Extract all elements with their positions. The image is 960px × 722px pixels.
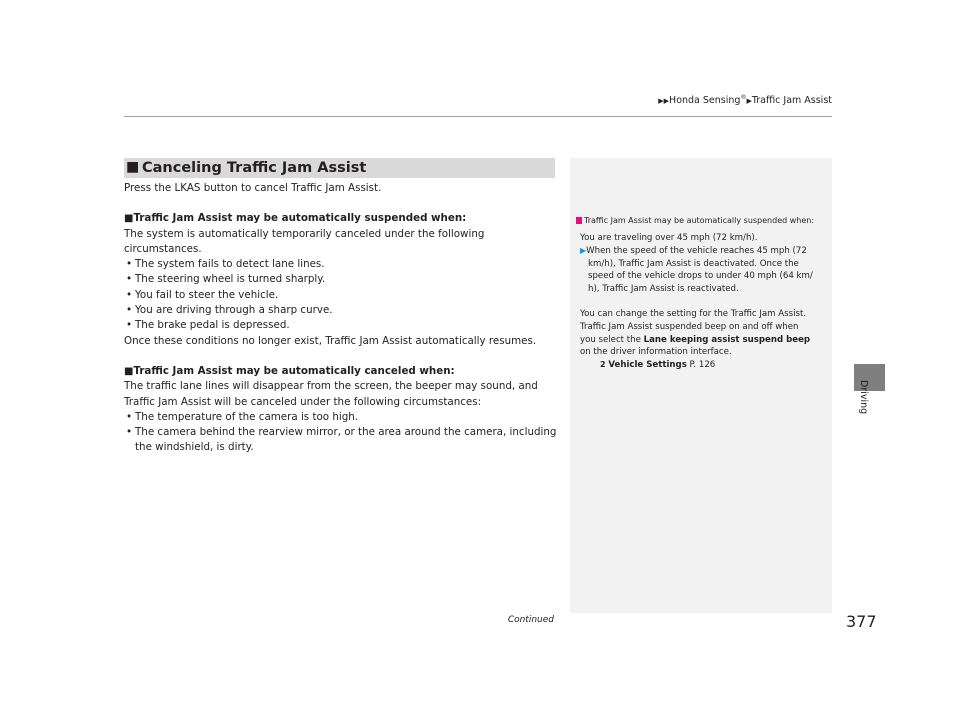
- chapter-label: Driving: [858, 380, 869, 415]
- header-rule: [124, 116, 832, 117]
- suspended-tail: Once these conditions no longer exist, Traffic Jam Assist automatically resumes.: [124, 334, 537, 347]
- reference-arrow-icon: 2: [600, 360, 606, 370]
- list-item: • The steering wheel is turned sharply.: [126, 273, 326, 286]
- list-item: • The system fails to detect lane lines.: [126, 258, 325, 271]
- breadcrumb-part-1: Honda Sensing: [669, 95, 741, 107]
- canceled-lead-2: Traffic Jam Assist will be canceled under the following circumstances:: [124, 395, 482, 408]
- square-bullet-icon: ■: [124, 365, 134, 377]
- intro-text: Press the LKAS button to cancel Traffic Jam Assist.: [124, 182, 382, 194]
- list-item: • The camera behind the rearview mirror, or the area around the camera, including the windshield, is dirty.: [126, 426, 557, 454]
- section-title: Canceling Traffic Jam Assist: [142, 160, 367, 176]
- note-body: [580, 232, 830, 372]
- registered-mark: ®: [740, 94, 747, 101]
- cross-reference[interactable]: 2 Vehicle Settings P. 126: [600, 360, 716, 371]
- list-item: • The temperature of the camera is too high.: [126, 410, 359, 423]
- page-number: 377: [846, 612, 877, 631]
- square-bullet-icon: ■: [124, 213, 134, 225]
- suspended-list: [124, 257, 564, 333]
- suspended-heading: ■Traffic Jam Assist may be automatically suspended when:: [124, 212, 467, 225]
- note-line: you select the Lane keeping assist suspend beep: [580, 334, 811, 345]
- list-item: • The brake pedal is depressed.: [126, 319, 290, 332]
- breadcrumb-arrow-icon: ▶: [746, 97, 752, 106]
- note-line: You are traveling over 45 mph (72 km/h).: [580, 233, 758, 243]
- breadcrumb-part-2: Traffic Jam Assist: [751, 95, 832, 107]
- suspended-lead: The system is automatically temporarily canceled under the following circumstances.: [124, 227, 485, 255]
- continued-label: Continued: [507, 615, 554, 625]
- note-heading: Traffic Jam Assist may be automatically suspended when:: [576, 216, 814, 225]
- note-line: Traffic Jam Assist suspended beep on and off when: [580, 321, 799, 332]
- note-line: You can change the setting for the Traffic Jam Assist.: [580, 308, 807, 319]
- note-indent-block: ▶When the speed of the vehicle reaches 45 mph (72 km/h), Traffic Jam Assist is deactivated. Once the speed of the vehicle drops to under 40 mph (64 km/ h), Traffic Jam Assist is reactivated.: [580, 245, 813, 295]
- notes-sidebar: [570, 158, 832, 613]
- note-marker-icon: [576, 217, 582, 224]
- canceled-heading: ■Traffic Jam Assist may be automatically canceled when:: [124, 364, 455, 377]
- arrow-right-icon: ▶: [580, 245, 587, 255]
- square-bullet-icon: ■: [126, 159, 140, 175]
- list-item: • You fail to steer the vehicle.: [126, 288, 279, 301]
- canceled-list: [124, 410, 564, 456]
- note-line: on the driver information interface.: [580, 347, 732, 358]
- section-heading: [124, 158, 555, 178]
- list-item: • You are driving through a sharp curve.: [126, 304, 333, 317]
- breadcrumb-arrow-icon: ▶▶: [658, 97, 670, 106]
- main-content: [124, 181, 564, 456]
- breadcrumb: [500, 94, 832, 106]
- canceled-lead-1: The traffic lane lines will disappear from the screen, the beeper may sound, and: [124, 380, 538, 393]
